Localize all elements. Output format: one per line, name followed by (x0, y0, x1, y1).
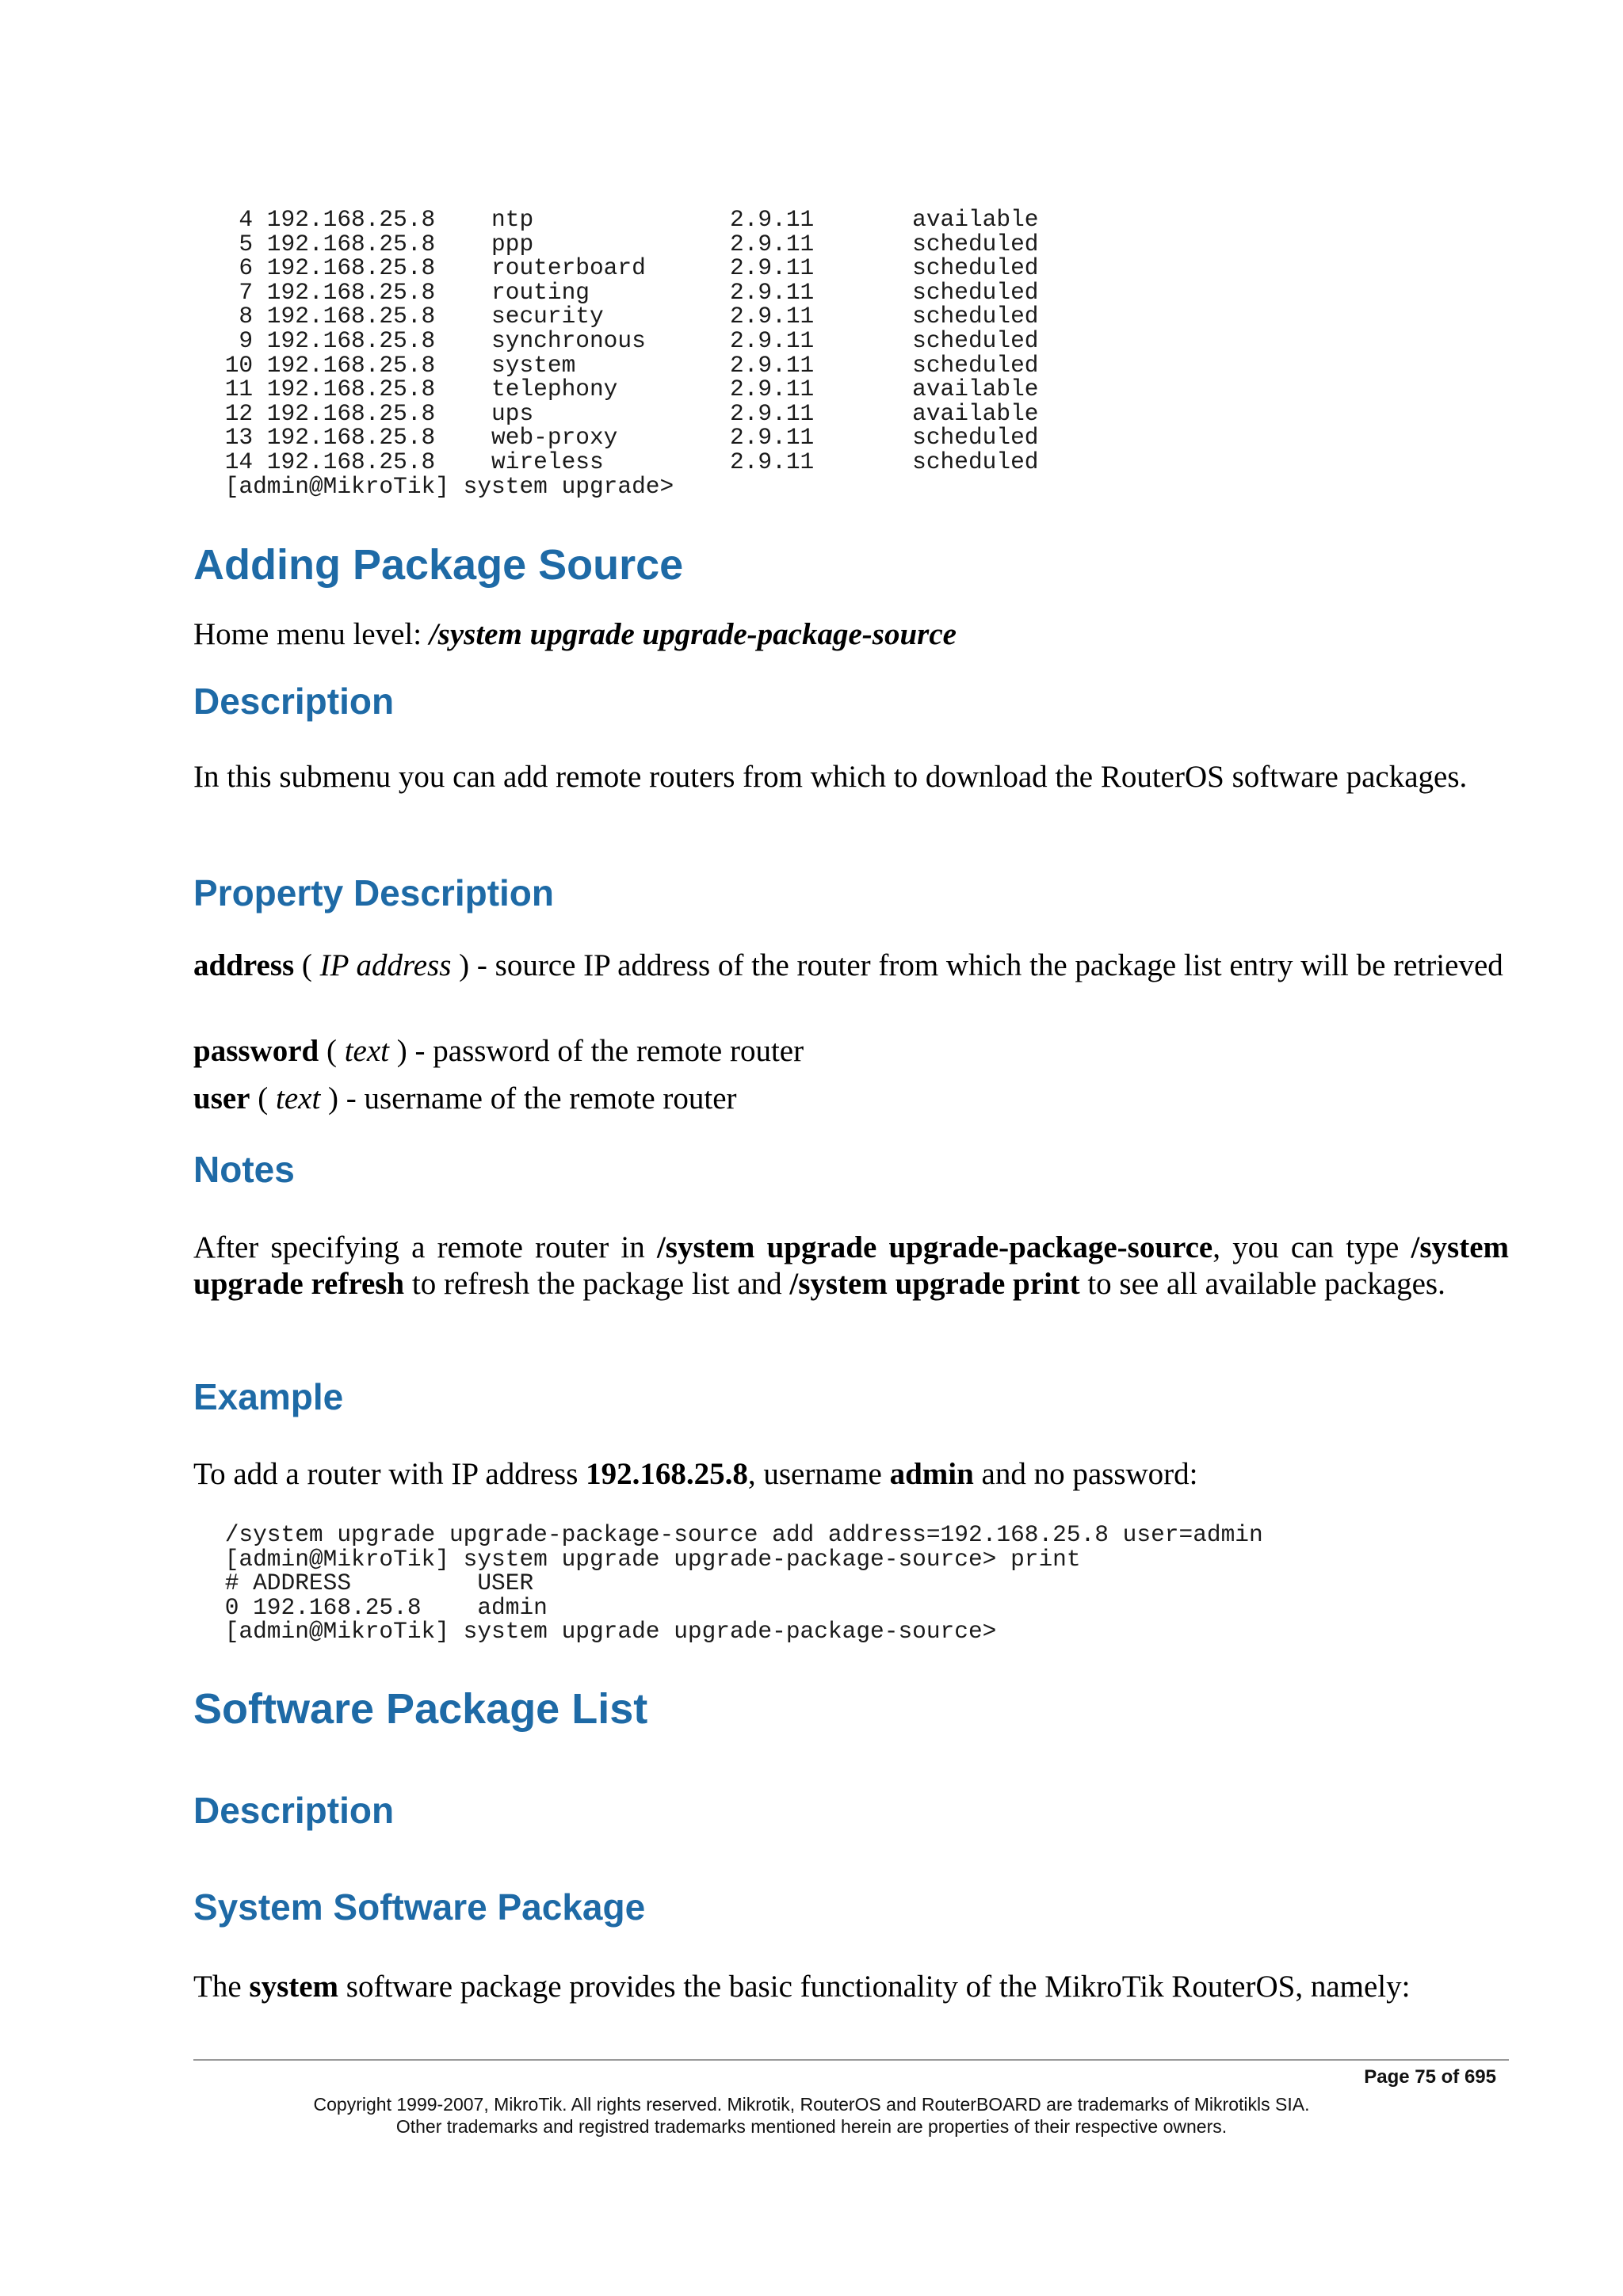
notes-text-part: to see all available packages. (1079, 1267, 1445, 1301)
code-line: 14 192.168.25.8 wireless 2.9.11 scheduled (211, 448, 1039, 475)
code-line: 6 192.168.25.8 routerboard 2.9.11 scheduled (211, 254, 1039, 282)
adding-package-source-heading: Adding Package Source (193, 541, 684, 589)
property-name: user (193, 1081, 250, 1116)
system-software-package-heading: System Software Package (193, 1886, 646, 1928)
notes-heading: Notes (193, 1149, 295, 1190)
notes-text-part: to refresh the package list and (404, 1267, 790, 1301)
code-line: 7 192.168.25.8 routing 2.9.11 scheduled (211, 278, 1039, 306)
property-desc: - username of the remote router (338, 1081, 737, 1116)
example-username: admin (889, 1457, 974, 1491)
code-line: 13 192.168.25.8 web-proxy 2.9.11 scheduled (211, 424, 1039, 452)
code-line: [admin@MikroTik] system upgrade> (211, 472, 674, 500)
property-type: text (344, 1034, 390, 1068)
property-name: address (193, 948, 295, 982)
system-text-part: software package provides the basic functionality of the MikroTik RouterOS, namely: (338, 1970, 1411, 2004)
example-text-part: and no password: (973, 1457, 1198, 1491)
menu-level-label: Home menu level: (193, 617, 430, 651)
notes-text-part: After specifying a remote router in (193, 1230, 657, 1264)
example-text (193, 1456, 1509, 1493)
code-line: # ADDRESS USER (211, 1569, 534, 1597)
code-line: 4 192.168.25.8 ntp 2.9.11 available (211, 206, 1039, 233)
code-line: 0 192.168.25.8 admin (211, 1593, 548, 1621)
code-line: 5 192.168.25.8 ppp 2.9.11 scheduled (211, 230, 1039, 257)
property-password: password ( text ) - password of the remote router (193, 1034, 804, 1068)
example-text-part: , username (747, 1457, 890, 1491)
property-type: text (276, 1081, 321, 1116)
code-line: 9 192.168.25.8 synchronous 2.9.11 scheduled (211, 326, 1039, 354)
property-desc: - source IP address of the router from which the package list entry will be retrieved (469, 948, 1503, 982)
notes-text-part: , you can type (1212, 1230, 1411, 1264)
example-code-block (211, 1523, 1263, 1644)
description-heading-2: Description (193, 1790, 395, 1831)
property-type: IP address (319, 948, 452, 982)
code-line: [admin@MikroTik] system upgrade upgrade-package-source> (211, 1618, 997, 1646)
example-ip: 192.168.25.8 (586, 1457, 748, 1491)
code-line: 12 192.168.25.8 ups 2.9.11 available (211, 399, 1039, 427)
package-list-code-block (211, 208, 1038, 498)
notes-command: /system upgrade refresh (193, 1230, 1510, 1301)
software-package-list-heading: Software Package List (193, 1685, 648, 1733)
property-name: password (193, 1034, 319, 1068)
copyright-line-1: Copyright 1999-2007, MikroTik. All rights reserved. Mikrotik, RouterOS and RouterBOARD are trademarks of Mikrotikls SIA. (313, 2094, 1310, 2115)
code-line: 8 192.168.25.8 security 2.9.11 scheduled (211, 303, 1039, 330)
code-line: 11 192.168.25.8 telephony 2.9.11 available (211, 376, 1039, 403)
system-package-name: system (249, 1970, 339, 2004)
description-heading: Description (193, 681, 395, 722)
property-desc: - password of the remote router (407, 1034, 804, 1068)
notes-command: /system upgrade upgrade-package-source (656, 1230, 1213, 1264)
notes-command: /system upgrade print (789, 1267, 1080, 1301)
example-text-part: To add a router with IP address (193, 1457, 586, 1491)
property-user: user ( text ) - username of the remote router (193, 1081, 737, 1116)
copyright-line-2: Other trademarks and registred trademarks mentioned herein are properties of their respective owners. (395, 2116, 1228, 2137)
property-address: address ( IP address ) - source IP address of the router from which the package list entry will be retrieved (193, 948, 1503, 982)
code-line: [admin@MikroTik] system upgrade upgrade-package-source> print (211, 1545, 1081, 1573)
footer-divider (193, 2059, 1509, 2061)
code-line: 10 192.168.25.8 system 2.9.11 scheduled (211, 351, 1039, 379)
menu-path: /system upgrade upgrade-package-source (429, 617, 957, 651)
code-line: /system upgrade upgrade-package-source add address=192.168.25.8 user=admin (211, 1521, 1263, 1548)
system-package-text (193, 1969, 1509, 2005)
system-text-part: The (193, 1970, 250, 2004)
example-heading: Example (193, 1376, 344, 1417)
home-menu-level (193, 616, 1509, 653)
notes-text (193, 1230, 1509, 1302)
property-description-heading: Property Description (193, 872, 554, 913)
page-number: Page 75 of 695 (1364, 2066, 1496, 2088)
description-text: In this submenu you can add remote routers from which to download the RouterOS software packages. (193, 760, 1468, 794)
